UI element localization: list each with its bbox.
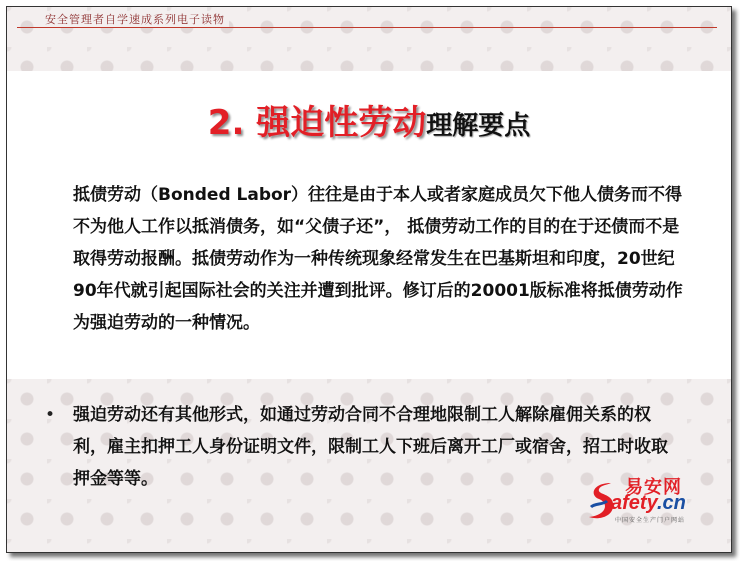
logo-tagline: 中国安全生产门户网站 bbox=[615, 517, 686, 524]
logo-domain-tld: .cn bbox=[656, 492, 686, 514]
title-accent: 2. 强迫性劳动 bbox=[207, 103, 427, 143]
slide-title bbox=[7, 95, 731, 144]
header-divider bbox=[17, 27, 717, 28]
header-series-title: 安全管理者自学速成系列电子读物 bbox=[41, 11, 229, 27]
title-rest: 理解要点 bbox=[426, 111, 531, 141]
bullet-item bbox=[45, 399, 675, 495]
logo-domain bbox=[611, 492, 686, 515]
bullet-symbol: • bbox=[45, 405, 56, 425]
logo-chinese-name: 易安网 bbox=[625, 477, 682, 498]
slide bbox=[6, 6, 732, 553]
bullet-text: 强迫劳动还有其他形式，如通过劳动合同不合理地限制工人解除雇佣关系的权利，雇主扣押工人身份证明文件，限制工人下班后离开工厂或宿舍，招工时收取押金等等。 bbox=[73, 405, 668, 489]
logo-domain-main: afety bbox=[611, 492, 657, 514]
site-logo bbox=[585, 473, 715, 525]
main-paragraph: 抵债劳动（Bonded Labor）往往是由于本人或者家庭成员欠下他人债务而不得不为他人工作以抵消债务，如“父债子还”， 抵债劳动工作的目的在于还债而不是取得劳动报酬。抵债劳动作为一种传统现象经常发生在巴基斯坦和印度，20世纪90年代就引起国际社会的关注并遭到批评。修订后的20001版标准将抵债劳动作为强迫劳动的一种情况。 bbox=[73, 185, 683, 333]
